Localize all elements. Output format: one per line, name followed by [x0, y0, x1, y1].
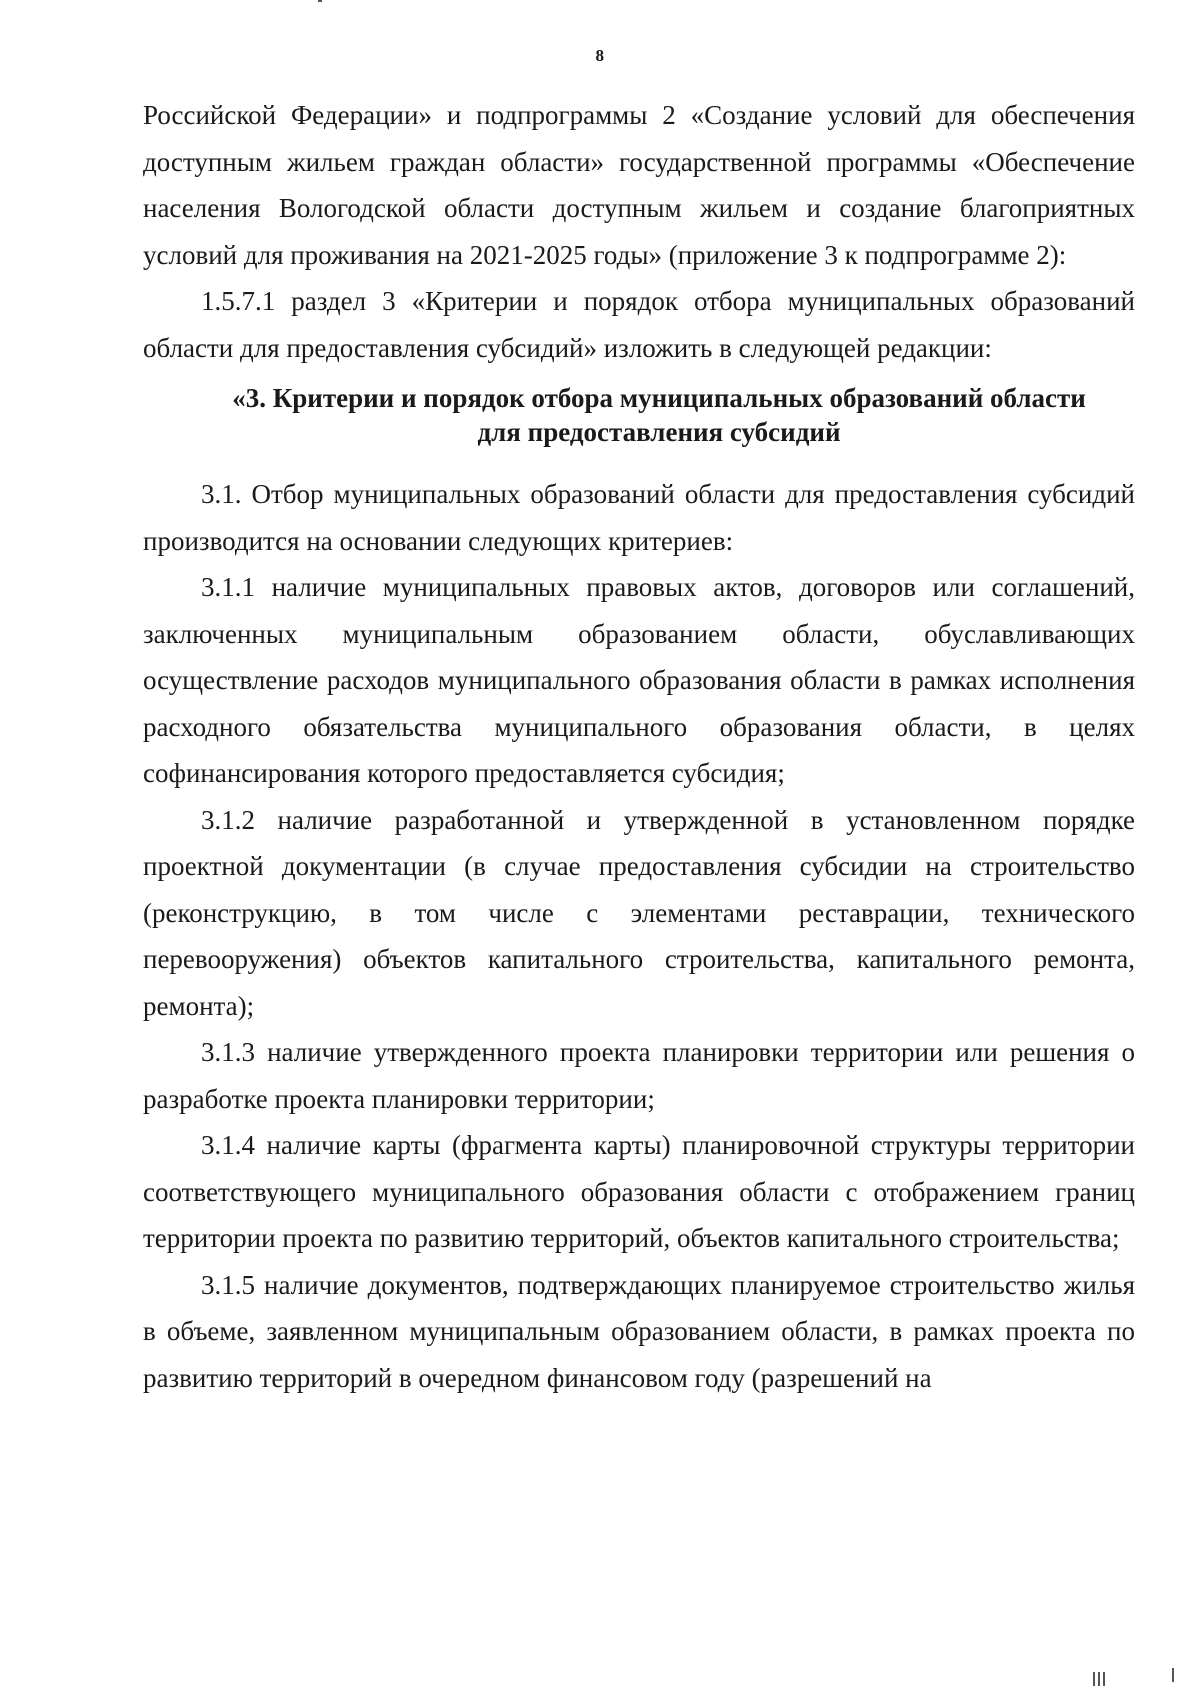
document-body — [143, 92, 1135, 1401]
paragraph-continuation: Российской Федерации» и подпрограммы 2 «Создание условий для обеспечения доступным жильем граждан области» государственной программы «Обеспечение населения Вологодской области доступным жильем и создание благоприятных условий для проживания на 2021-2025 годы» (приложение 3 к подпрограмме 2): — [143, 100, 1135, 270]
item-3-1-4: 3.1.4 наличие карты (фрагмента карты) планировочной структуры территории соответствующего муниципального образования области с отображением границ территории проекта по развитию территорий, объектов капитального строительства; — [143, 1130, 1135, 1253]
paragraph-1-5-7-1: 1.5.7.1 раздел 3 «Критерии и порядок отбора муниципальных образований области для предоставления субсидий» изложить в следующей редакции: — [143, 286, 1135, 363]
item-3-1-1: 3.1.1 наличие муниципальных правовых актов, договоров или соглашений, заключенных муниципальным образованием области, обуславливающих осуществление расходов муниципального образования области в рамках исполнения расходного обязательства муниципального образования области, в целях софинансирования которого предоставляется субсидия; — [143, 572, 1135, 788]
item-3-1-5: 3.1.5 наличие документов, подтверждающих планируемое строительство жилья в объеме, заявленном муниципальным образованием области, в рамках проекта по развитию территорий в очередном финансовом году (разрешений на — [143, 1269, 1135, 1393]
scan-artifact-mark — [1098, 1672, 1100, 1686]
section-heading-line-1: «3. Критерии и порядок отбора муниципальных образований области — [232, 383, 1086, 413]
item-3-1-2: 3.1.2 наличие разработанной и утвержденной в установленном порядке проектной документации (в случае предоставления субсидии на строительство (реконструкцию, в том числе с элементами реставрации, технического перевооружения) объектов капитального строительства, капитального ремонта, ремонта); — [143, 804, 1135, 1021]
scan-artifact-mark — [1103, 1672, 1105, 1686]
item-3-1: 3.1. Отбор муниципальных образований области для предоставления субсидий производится на основании следующих критериев: — [143, 479, 1135, 556]
scan-artifact-mark — [1172, 1668, 1174, 1682]
section-heading — [143, 381, 1135, 449]
section-heading-line-2: для предоставления субсидий — [477, 417, 841, 447]
page-number: 8 — [595, 46, 605, 65]
scan-artifact-mark — [1093, 1672, 1095, 1686]
scan-artifact-mark — [318, 0, 322, 2]
item-3-1-3: 3.1.3 наличие утвержденного проекта планировки территории или решения о разработке проекта планировки территории; — [143, 1037, 1135, 1114]
